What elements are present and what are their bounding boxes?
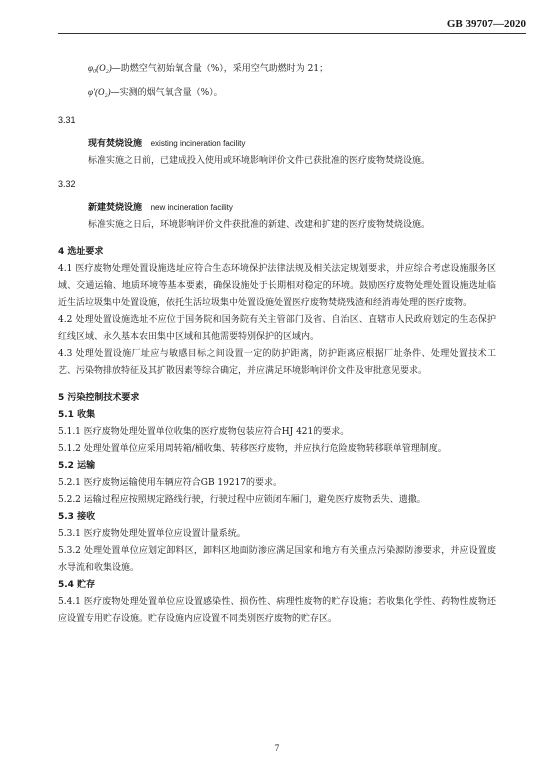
term-en: new incineration facility bbox=[150, 203, 233, 212]
paragraph-5-1-1: 5.1.1 医疗废物处理处置单位收集的医疗废物包装应符合HJ 421的要求。 bbox=[58, 427, 350, 437]
term-definition: 标准实施之日前，已建成投入使用或环境影响评价文件已获批准的医疗废物焚烧设施。 bbox=[88, 156, 431, 166]
term-en: existing incineration facility bbox=[150, 139, 246, 148]
subsection-heading: 5.4 贮存 bbox=[58, 580, 96, 590]
term-entry bbox=[58, 135, 496, 153]
paragraph-5-3-1: 5.3.1 医疗废物处理处置单位应设置计量系统。 bbox=[58, 529, 246, 539]
paragraph-4-3: 4.3 处理处置设施厂址应与敏感目标之间设置一定的防护距离，防护距离应根据厂址条件、处理处置技术工艺、污染物排放特征及其扩散因素等综合确定，并应满足环境影响评价文件及审批意见要求。 bbox=[58, 349, 496, 376]
paragraph-5-3-2: 5.3.2 处理处置单位应划定卸料区，卸料区地面防渗应满足国家和地方有关重点污染源防渗要求，并应设置废水导流和收集设施。 bbox=[58, 546, 496, 573]
page-content bbox=[58, 60, 496, 628]
term-zh: 新建焚烧设施 bbox=[88, 203, 143, 213]
paragraph-4-1: 4.1 医疗废物处理处置设施选址应符合生态环境保护法律法规及相关法定规划要求，并应综合考虑设施服务区域、交通运输、地质环境等基本要素，确保设施处于长期相对稳定的环境。鼓励医疗废物处理处置设施选址临近生活垃圾集中处置设施，依托生活垃圾集中处置设施处置医疗废物焚烧残渣和经消毒处理的医疗废物。 bbox=[58, 264, 496, 308]
clause-number: 3.32 bbox=[58, 179, 76, 189]
paragraph-4-2: 4.2 处理处置设施选址不应位于国务院和国务院有关主管部门及省、自治区、直辖市人民政府划定的生态保护红线区域、永久基本农田集中区域和其他需要特别保护的区域内。 bbox=[58, 315, 496, 342]
header-rule bbox=[58, 33, 526, 34]
paragraph-5-2-2: 5.2.2 运输过程应按照规定路线行驶，行驶过程中应锁闭车厢门，避免医疗废物丢失、遗撒。 bbox=[58, 495, 426, 505]
subsection-heading: 5.3 接收 bbox=[58, 512, 96, 522]
formula-def bbox=[58, 84, 496, 102]
page-number: 7 bbox=[274, 743, 280, 753]
paragraph-5-4-1: 5.4.1 医疗废物处理处置单位应设置感染性、损伤性、病理性废物的贮存设施；若收集化学性、药物性废物还应设置专用贮存设施。贮存设施内应设置不同类别医疗废物的贮存区。 bbox=[58, 597, 496, 624]
paragraph-5-2-1: 5.2.1 医疗废物运输使用车辆应符合GB 19217的要求。 bbox=[58, 478, 283, 488]
formula-text: —助燃空气初始氧含量（%），采用空气助燃时为 21； bbox=[111, 64, 329, 74]
term-definition: 标准实施之日后，环境影响评价文件获批准的新建、改建和扩建的医疗废物焚烧设施。 bbox=[88, 220, 431, 230]
term-zh: 现有焚烧设施 bbox=[88, 139, 143, 149]
section-heading: 4 选址要求 bbox=[58, 247, 104, 257]
paragraph-5-1-2: 5.1.2 处理处置单位应采用周转箱/桶收集、转移医疗废物，并应执行危险废物转移联单管理制度。 bbox=[58, 444, 447, 454]
subsection-heading: 5.2 运输 bbox=[58, 461, 96, 471]
term-entry bbox=[58, 199, 496, 217]
formula-symbol: φ₀(O₂) bbox=[88, 63, 112, 73]
clause-number: 3.31 bbox=[58, 115, 76, 125]
section-heading: 5 污染控制技术要求 bbox=[58, 393, 140, 403]
standard-number: GB 39707—2020 bbox=[446, 18, 526, 30]
subsection-heading: 5.1 收集 bbox=[58, 410, 96, 420]
formula-symbol: φ′(O₂) bbox=[88, 87, 111, 97]
formula-text: —实测的烟气氧含量（%）。 bbox=[110, 88, 223, 98]
formula-def bbox=[58, 60, 496, 78]
